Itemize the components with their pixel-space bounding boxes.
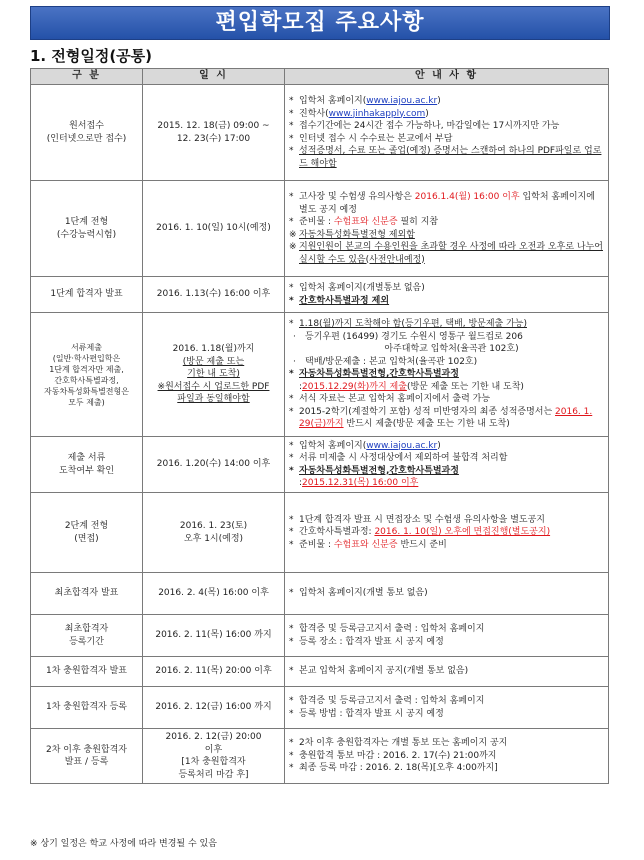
guide-item — [289, 477, 604, 490]
guide-text: 아주대학교 입학처(율곡관 102호) — [384, 344, 519, 355]
guide-item — [289, 526, 604, 539]
guide-item — [289, 514, 604, 527]
guide-item — [289, 539, 604, 552]
guide-text: 택배/방문제출 : 본교 입학처(율곡관 102호) — [305, 356, 478, 367]
guide-text: 서류 미제출 시 사정대상에서 제외하여 불합격 처리함 — [299, 453, 508, 463]
guide-item — [289, 750, 604, 763]
guide-text: : — [299, 478, 303, 488]
row-category — [31, 277, 143, 313]
schedule-table — [30, 68, 609, 784]
guide-text: 1.18(월)까지 도착해야 함(등기우편, 택배, 방문제출 가능) — [299, 319, 527, 330]
category-line: 제출 서류 — [67, 453, 106, 463]
row-category — [31, 657, 143, 687]
guide-text: 합격증 및 등록금고지서 출력 : 입학처 홈페이지 — [299, 696, 485, 706]
header-date: 일 시 — [143, 69, 285, 85]
page-banner: 편입학모집 주요사항 — [30, 6, 610, 40]
table-row — [31, 313, 609, 437]
table-row — [31, 657, 609, 687]
date-line: 2015. 12. 18(금) 09:00 ~ — [157, 121, 270, 131]
guide-text: 등록 장소 : 합격자 발표 시 공지 예정 — [299, 636, 444, 647]
guide-text: 1단계 합격자 발표 시 면접장소 및 수험생 유의사항을 별도공지 — [299, 514, 545, 525]
date-line: [1차 충원합격자 — [181, 757, 246, 767]
guide-text: 간호학사특별과정 제외 — [299, 295, 390, 306]
row-date — [143, 437, 285, 493]
header-category: 구 분 — [31, 69, 143, 85]
guide-item — [289, 708, 604, 721]
guide-text: 입학처 홈페이지( — [299, 440, 367, 451]
guide-text: 반드시 준비 — [397, 539, 447, 550]
guide-text: 입학처 홈페이지(개별 통보 없음) — [299, 588, 428, 599]
date-line: 12. 23(수) 17:00 — [176, 133, 251, 144]
guide-text: 2015-2학기(계절학기 포함) 성적 미반영자의 최종 성적증명서는 — [299, 406, 556, 417]
table-row — [31, 85, 609, 181]
row-guide — [285, 85, 609, 181]
row-date — [143, 313, 285, 437]
guide-item — [289, 406, 604, 431]
highlight-text: 2015.12.29(화)까지 제출 — [302, 381, 407, 392]
row-guide — [285, 277, 609, 313]
category-line: 도착여부 확인 — [58, 465, 115, 476]
footnote: ※ 상기 일정은 학교 사정에 따라 변경될 수 있음 — [30, 839, 217, 849]
guide-item — [289, 587, 604, 600]
guide-item — [289, 762, 604, 775]
guide-item — [289, 623, 604, 636]
guide-text: 입학처 홈페이지( — [299, 96, 367, 106]
row-category — [31, 493, 143, 573]
guide-text: 자동차특성화특별전형,간호학사특별과정 — [299, 369, 459, 380]
guide-text: 2차 이후 충원합격자는 개별 통보 또는 홈페이지 공지 — [299, 738, 508, 749]
row-guide — [285, 615, 609, 657]
guide-text: 인터넷 접수 시 수수료는 본교에서 부담 — [299, 133, 453, 144]
date-line: 오후 1시(예정) — [183, 533, 244, 544]
date-line: 기한 내 도착) — [187, 369, 240, 380]
guide-text: ) — [437, 96, 441, 106]
row-date — [143, 687, 285, 729]
guide-text: 준비물 : — [299, 217, 334, 227]
guide-text: 진학사( — [299, 108, 329, 119]
guide-item — [289, 368, 604, 381]
category-line: (인터넷으로만 접수) — [46, 133, 127, 144]
guide-text: 고사장 및 수험생 유의사항은 — [299, 192, 415, 202]
guide-text: 서식 자료는 본교 입학처 홈페이지에서 출력 가능 — [299, 394, 491, 405]
guide-text: : — [299, 381, 303, 392]
guide-text: 등록 방법 : 합격자 발표 시 공지 예정 — [299, 708, 444, 719]
row-date — [143, 181, 285, 277]
guide-text: 준비물 : — [299, 539, 334, 550]
category-line: 1차 충원합격자 발표 — [45, 666, 127, 677]
guide-item — [289, 665, 604, 678]
row-guide — [285, 687, 609, 729]
guide-item — [289, 465, 604, 478]
guide-text: 입학처 홈페이지(개별통보 없음) — [299, 283, 425, 293]
date-line: (방문 제출 또는 — [182, 356, 245, 367]
guide-item — [289, 108, 604, 121]
row-date — [143, 573, 285, 615]
date-line: 2016. 2. 12(금) 20:00 — [165, 732, 262, 742]
date-line: ※원서접수 시 업로드한 PDF — [157, 381, 270, 392]
row-date — [143, 615, 285, 657]
category-line: 자동차특성화특별전형은 — [43, 386, 129, 396]
category-line: (면접) — [74, 533, 99, 544]
date-line: 2016. 2. 11(목) 20:00 이후 — [155, 666, 272, 677]
category-line: 1차 충원합격자 등록 — [45, 702, 127, 713]
row-guide — [285, 437, 609, 493]
highlight-text: 2016. 1. 10(일) 오후에 면접진행(별도공지) — [374, 527, 551, 538]
guide-item — [289, 331, 604, 344]
guide-text: (방문 제출 또는 기한 내 도착) — [406, 381, 524, 392]
row-category — [31, 573, 143, 615]
guide-item — [289, 229, 604, 242]
guide-item — [289, 440, 604, 453]
table-row — [31, 729, 609, 784]
row-category — [31, 313, 143, 437]
table-row — [31, 573, 609, 615]
date-line: 2016. 2. 11(목) 16:00 까지 — [155, 630, 272, 641]
date-line: 2016. 1.20(수) 14:00 이후 — [156, 459, 271, 470]
category-line: 2단계 전형 — [64, 521, 109, 531]
guide-text: 충원합격 통보 마감 : 2016. 2. 17(수) 21:00까지 — [299, 750, 497, 761]
row-date — [143, 277, 285, 313]
homepage-link[interactable]: www.iajou.ac.kr — [366, 440, 438, 451]
guide-text: 합격증 및 등록금고지서 출력 : 입학처 홈페이지 — [299, 624, 485, 634]
table-row — [31, 181, 609, 277]
guide-text: 간호학사특별과정: — [299, 527, 375, 538]
date-line: 이후 — [204, 744, 223, 755]
date-line: 등록처리 마감 후] — [178, 769, 249, 780]
row-category — [31, 437, 143, 493]
guide-item — [289, 191, 604, 216]
guide-item — [289, 381, 604, 394]
highlight-text: 2015.12.31(목) 16:00 이후 — [302, 478, 419, 488]
row-guide — [285, 729, 609, 784]
guide-item — [289, 393, 604, 406]
category-line: 최초합격자 — [64, 624, 109, 634]
guide-text: ) — [437, 440, 441, 451]
guide-item — [289, 216, 604, 229]
row-date — [143, 729, 285, 784]
guide-text: 성적증명서, 수료 또는 졸업(예정) 증명서는 스캔하여 하나의 PDF파일로 업로드 해야함 — [299, 146, 602, 169]
guide-text: 필히 지참 — [397, 217, 439, 227]
guide-text: 자동차특성화특별전형 제외함 — [299, 229, 415, 240]
row-category — [31, 85, 143, 181]
guide-item — [289, 120, 604, 133]
guide-text: 최종 등록 마감 : 2016. 2. 18(목)[오후 4:00까지] — [299, 763, 498, 774]
row-date — [143, 85, 285, 181]
category-line: 1단계 합격자만 제출, — [49, 364, 124, 374]
category-line: 발표 / 등록 — [64, 757, 109, 767]
table-row — [31, 277, 609, 313]
guide-item — [289, 452, 604, 465]
date-line: 2016. 1.18(월)까지 — [172, 344, 255, 355]
category-line: (일반·학사편입학은 — [52, 353, 121, 363]
date-line: 2016. 1. 23(토) — [179, 521, 248, 531]
guide-item — [289, 133, 604, 146]
table-row — [31, 493, 609, 573]
guide-text: 본교 입학처 홈페이지 공지(개별 통보 없음) — [299, 666, 469, 677]
row-guide — [285, 573, 609, 615]
date-line: 2016. 1.13(수) 16:00 이후 — [156, 289, 271, 300]
guide-text: 입학처 홈페이지에 별도 공지 예정 — [299, 192, 595, 215]
guide-text: 지원인원이 본교의 수용인원을 초과할 경우 사정에 따라 오전과 오후로 나누어 실시할 수도 있음(사전안내예정) — [299, 242, 603, 265]
guide-item — [289, 695, 604, 708]
guide-text: 자동차특성화특별전형,간호학사특별과정 — [299, 465, 459, 476]
section-title: 1. 전형일정(공통) — [30, 47, 153, 65]
row-guide — [285, 181, 609, 277]
table-row — [31, 437, 609, 493]
guide-item — [289, 282, 604, 295]
guide-item — [289, 295, 604, 308]
header-guide: 안 내 사 항 — [285, 69, 609, 85]
date-line: 파일과 동일해야함 — [177, 394, 250, 405]
table-row — [31, 687, 609, 729]
category-line: 원서접수 — [69, 121, 104, 131]
row-category — [31, 615, 143, 657]
highlight-text: 수험표와 신분증 — [333, 539, 398, 550]
row-guide — [285, 313, 609, 437]
guide-item — [289, 343, 604, 356]
date-line: 2016. 2. 12(금) 16:00 까지 — [155, 702, 272, 713]
category-line: 간호학사특별과정, — [54, 375, 119, 385]
row-guide — [285, 493, 609, 573]
row-guide — [285, 657, 609, 687]
table-row — [31, 615, 609, 657]
guide-item — [289, 145, 604, 170]
guide-item — [289, 241, 604, 266]
category-line: 등록기간 — [69, 636, 104, 647]
category-line: 1단계 합격자 발표 — [50, 289, 123, 300]
category-line: 1단계 전형 — [64, 217, 109, 227]
row-date — [143, 493, 285, 573]
category-line: 최초합격자 발표 — [54, 588, 119, 599]
guide-text: ) — [425, 108, 429, 119]
table-header-row — [31, 69, 609, 85]
guide-item — [289, 318, 604, 331]
guide-text: 반드시 제출(방문 제출 또는 기한 내 도착) — [343, 419, 510, 430]
guide-text: 접수기간에는 24시간 접수 가능하나, 마감일에는 17시까지만 가능 — [299, 121, 560, 131]
row-category — [31, 181, 143, 277]
category-line: 2차 이후 충원합격자 — [45, 744, 127, 755]
row-category — [31, 687, 143, 729]
guide-item — [289, 95, 604, 108]
guide-item — [289, 737, 604, 750]
guide-text: 등기우편 (16499) 경기도 수원시 영통구 월드컵로 206 — [305, 331, 523, 342]
category-line: (수강능력시험) — [56, 229, 117, 240]
row-date — [143, 657, 285, 687]
highlight-text: 2016. 1. 29(금)까지 — [299, 406, 593, 430]
date-line: 2016. 1. 10(일) 10시(예정) — [156, 223, 271, 234]
row-category — [31, 729, 143, 784]
highlight-text: 2016.1.4(월) 16:00 이후 — [414, 192, 520, 202]
date-line: 2016. 2. 4(목) 16:00 이후 — [158, 588, 269, 599]
category-line: 모두 제출) — [68, 397, 105, 407]
guide-item — [289, 356, 604, 369]
highlight-text: 수험표와 신분증 — [333, 217, 398, 227]
guide-item — [289, 636, 604, 649]
category-line: 서류제출 — [71, 342, 102, 352]
homepage-link[interactable]: www.jinhakapply.com — [328, 108, 426, 119]
homepage-link[interactable]: www.iajou.ac.kr — [366, 96, 438, 106]
